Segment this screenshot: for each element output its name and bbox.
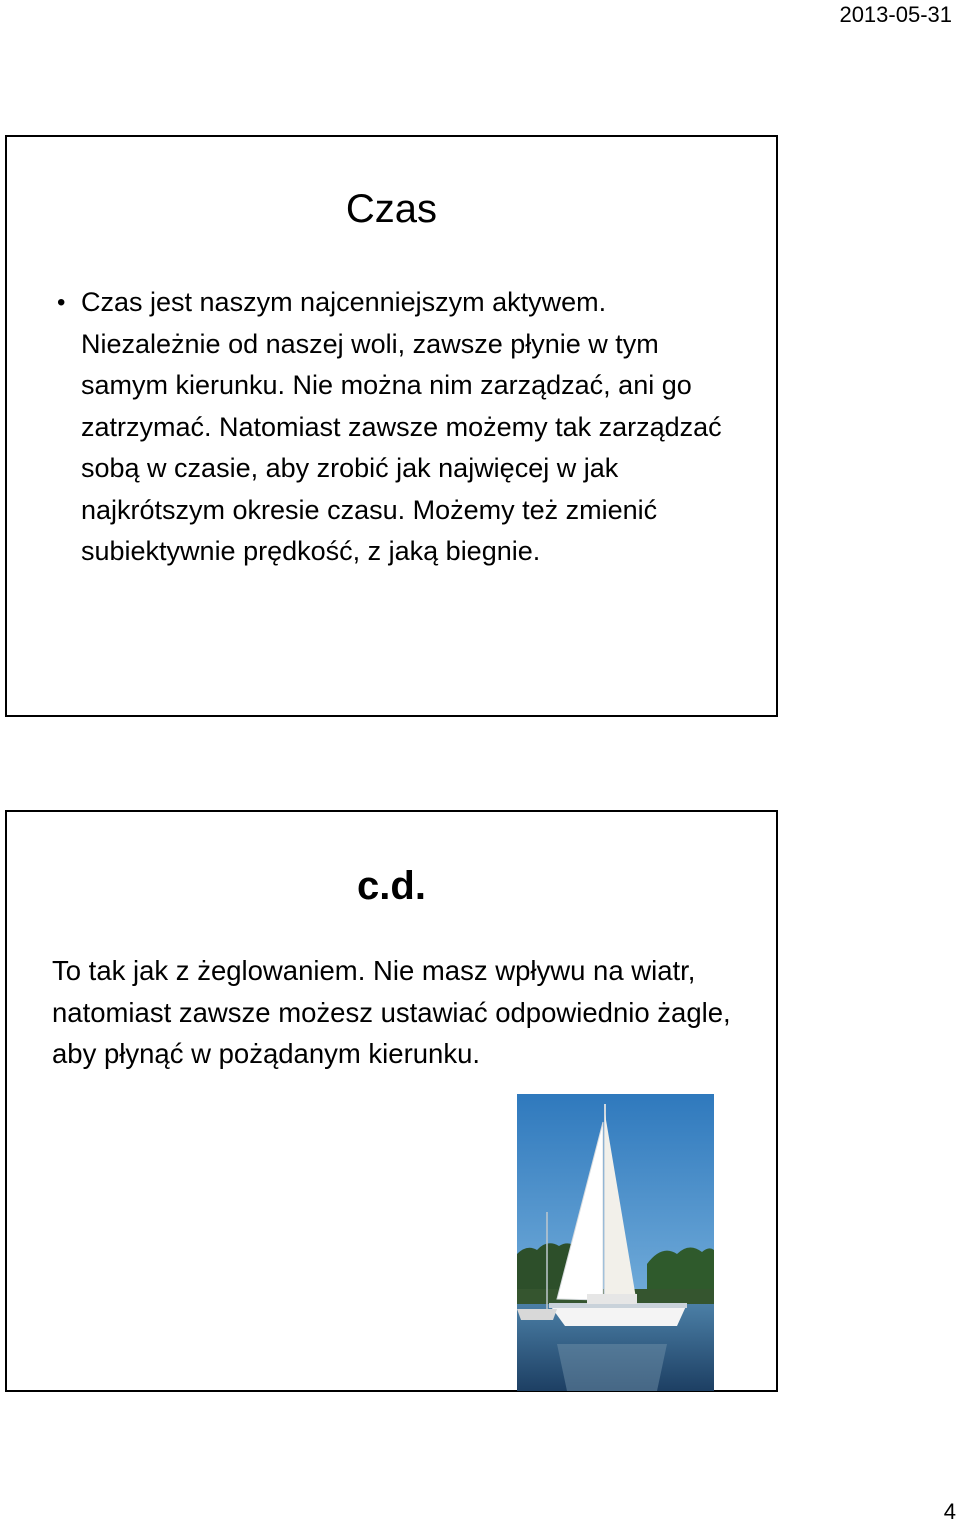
bullet-item xyxy=(57,282,747,573)
sailboat-photo xyxy=(517,1094,714,1391)
slide-date: 2013-05-31 xyxy=(839,2,952,27)
bullet-text: Czas jest naszym najcenniejszym aktywem. Niezależnie od naszej woli, zawsze płynie w tym samym kierunku. Nie można nim zarządzać, ani go zatrzymać. Natomiast zawsze możemy tak zarządzać sobą w czasie, aby zrobić jak najwięcej w jak najkrótszym okresie czasu. Możemy też zmienić subiektywnie prędkość, z jaką biegnie. xyxy=(81,287,722,566)
slide-cd xyxy=(5,810,778,1392)
page-number: 4 xyxy=(943,1499,956,1524)
bullet-icon: • xyxy=(57,289,66,316)
slide-czas xyxy=(5,135,778,717)
slide-title: Czas xyxy=(345,187,438,231)
slide-title: c.d. xyxy=(357,864,426,908)
bullet-list xyxy=(57,282,747,573)
slide-body-text: To tak jak z żeglowaniem. Nie masz wpływu na wiatr, natomiast zawsze możesz ustawiać odpowiednio żagle, aby płynąć w pożądanym kierunku. xyxy=(52,955,731,1069)
